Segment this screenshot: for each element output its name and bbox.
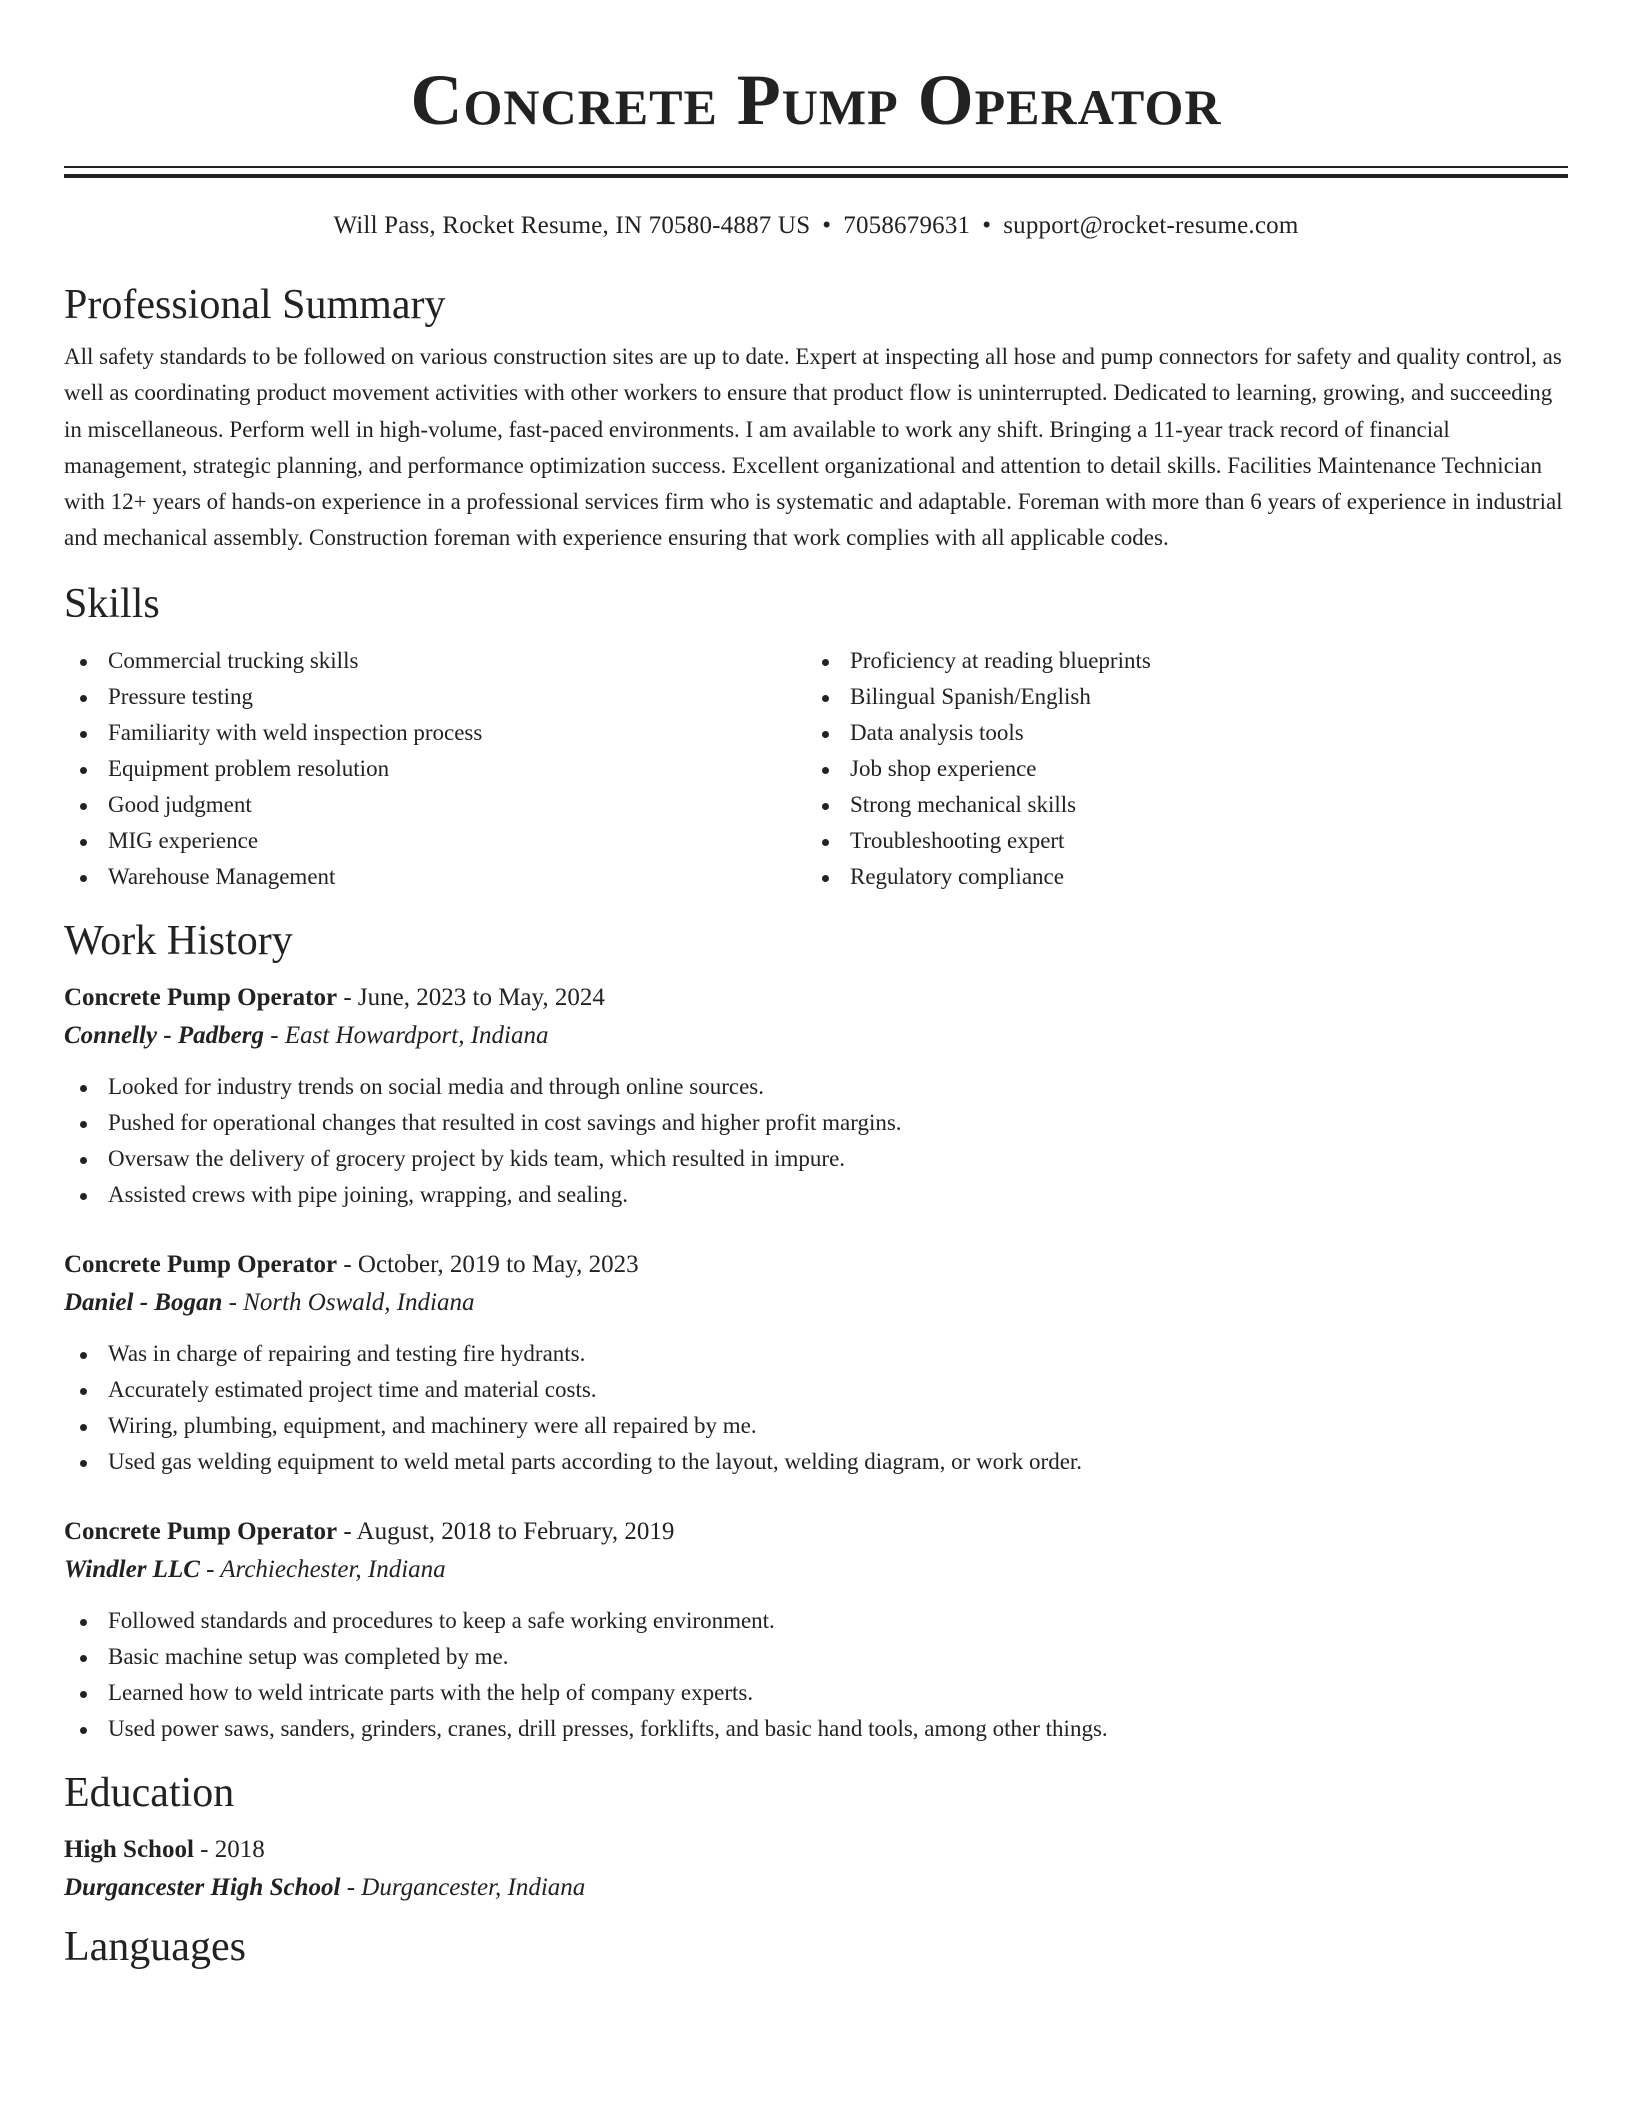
company-location: - East Howardport, Indiana bbox=[264, 1021, 549, 1049]
company-location: - Archiechester, Indiana bbox=[199, 1555, 446, 1583]
degree-year: - 2018 bbox=[193, 1835, 265, 1863]
job-bullet: Followed standards and procedures to keep a safe working environment. bbox=[64, 1603, 1568, 1639]
company-name: Windler LLC bbox=[64, 1555, 200, 1583]
job-bullet: Wiring, plumbing, equipment, and machinery were all repaired by me. bbox=[64, 1408, 1568, 1444]
degree-line bbox=[64, 1831, 1568, 1869]
job-bullet: Looked for industry trends on social media and through online sources. bbox=[64, 1069, 1568, 1105]
job-dates: - August, 2018 to February, 2019 bbox=[337, 1517, 675, 1545]
company-line bbox=[64, 1017, 1568, 1055]
job-entry bbox=[64, 1246, 1568, 1480]
job-title: Concrete Pump Operator bbox=[64, 983, 338, 1011]
skill-item: Equipment problem resolution bbox=[64, 751, 806, 787]
job-bullets bbox=[64, 1336, 1568, 1480]
skill-item: Regulatory compliance bbox=[806, 859, 1548, 895]
work-heading: Work History bbox=[64, 917, 293, 964]
summary-heading: Professional Summary bbox=[64, 282, 446, 328]
job-bullet: Assisted crews with pipe joining, wrapping, and sealing. bbox=[64, 1177, 1568, 1213]
contact-phone[interactable]: 7058679631 bbox=[843, 212, 971, 239]
job-title-line bbox=[64, 979, 1568, 1017]
job-title-line bbox=[64, 1513, 1568, 1551]
skill-item: Bilingual Spanish/English bbox=[806, 679, 1548, 715]
job-bullets bbox=[64, 1069, 1568, 1213]
skill-item: Pressure testing bbox=[64, 679, 806, 715]
job-bullet: Learned how to weld intricate parts with the help of company experts. bbox=[64, 1675, 1568, 1711]
header-rule-thick bbox=[64, 174, 1568, 178]
skills-columns bbox=[64, 643, 1568, 895]
job-dates: - October, 2019 to May, 2023 bbox=[337, 1250, 639, 1278]
school-name: Durgancester High School bbox=[64, 1873, 341, 1901]
job-bullet: Was in charge of repairing and testing fire hydrants. bbox=[64, 1336, 1568, 1372]
contact-line bbox=[64, 211, 1568, 241]
job-title-line bbox=[64, 1246, 1568, 1284]
skill-item: Job shop experience bbox=[806, 751, 1548, 787]
skill-item: Warehouse Management bbox=[64, 859, 806, 895]
company-name: Connelly - Padberg bbox=[64, 1021, 264, 1049]
degree: High School bbox=[64, 1835, 194, 1863]
education-entry bbox=[64, 1831, 1568, 1907]
contact-separator: • bbox=[982, 212, 992, 239]
languages-heading: Languages bbox=[64, 1923, 246, 1970]
job-entry bbox=[64, 979, 1568, 1213]
job-bullet: Used power saws, sanders, grinders, cranes, drill presses, forklifts, and basic hand tools, among other things. bbox=[64, 1711, 1568, 1747]
summary-text: All safety standards to be followed on various construction sites are up to date. Expert at inspecting all hose and pump connectors for safety and quality control, as well as coordinating product movement activities with other workers to ensure that product flow is uninterrupted. Dedicated to learning, growing, and succeeding in miscellaneous. Perform well in high-volume, fast-paced environments. I am available to work any shift. Bringing a 11-year track record of financial management, strategic planning, and performance optimization success. Excellent organizational and attention to detail skills. Facilities Maintenance Technician with 12+ years of hands-on experience in a professional services firm who is systematic and adaptable. Foreman with more than 6 years of experience in industrial and mechanical assembly. Construction foreman with experience ensuring that work complies with all applicable codes. bbox=[64, 344, 1563, 551]
skill-item: Strong mechanical skills bbox=[806, 787, 1548, 823]
job-bullet: Pushed for operational changes that resulted in cost savings and higher profit margins. bbox=[64, 1105, 1568, 1141]
skill-item: Familiarity with weld inspection process bbox=[64, 715, 806, 751]
resume-name: Concrete Pump Operator bbox=[410, 60, 1222, 140]
company-location: - North Oswald, Indiana bbox=[222, 1288, 475, 1316]
company-line bbox=[64, 1284, 1568, 1322]
skill-item: Proficiency at reading blueprints bbox=[806, 643, 1548, 679]
job-bullets bbox=[64, 1603, 1568, 1747]
school-location: - Durgancester, Indiana bbox=[340, 1873, 586, 1901]
skill-item: Commercial trucking skills bbox=[64, 643, 806, 679]
job-dates: - June, 2023 to May, 2024 bbox=[337, 983, 605, 1011]
skill-item: Troubleshooting expert bbox=[806, 823, 1548, 859]
job-entry bbox=[64, 1513, 1568, 1747]
resume-content bbox=[64, 0, 1568, 1971]
job-bullet: Used gas welding equipment to weld metal parts according to the layout, welding diagram, or work order. bbox=[64, 1444, 1568, 1480]
job-title: Concrete Pump Operator bbox=[64, 1517, 338, 1545]
job-bullet: Oversaw the delivery of grocery project by kids team, which resulted in impure. bbox=[64, 1141, 1568, 1177]
contact-address: Will Pass, Rocket Resume, IN 70580-4887 US bbox=[333, 212, 811, 239]
education-heading: Education bbox=[64, 1769, 235, 1816]
company-line bbox=[64, 1551, 1568, 1589]
skill-item: Data analysis tools bbox=[806, 715, 1548, 751]
job-bullet: Basic machine setup was completed by me. bbox=[64, 1639, 1568, 1675]
contact-separator: • bbox=[822, 212, 832, 239]
school-line bbox=[64, 1869, 1568, 1907]
skills-list-right bbox=[806, 643, 1548, 895]
skills-list-left bbox=[64, 643, 806, 895]
skill-item: MIG experience bbox=[64, 823, 806, 859]
contact-email[interactable]: support@rocket-resume.com bbox=[1003, 212, 1299, 239]
company-name: Daniel - Bogan bbox=[64, 1288, 223, 1316]
job-bullet: Accurately estimated project time and material costs. bbox=[64, 1372, 1568, 1408]
skill-item: Good judgment bbox=[64, 787, 806, 823]
skills-heading: Skills bbox=[64, 580, 160, 627]
job-title: Concrete Pump Operator bbox=[64, 1250, 338, 1278]
header-rule-thin bbox=[64, 166, 1568, 168]
